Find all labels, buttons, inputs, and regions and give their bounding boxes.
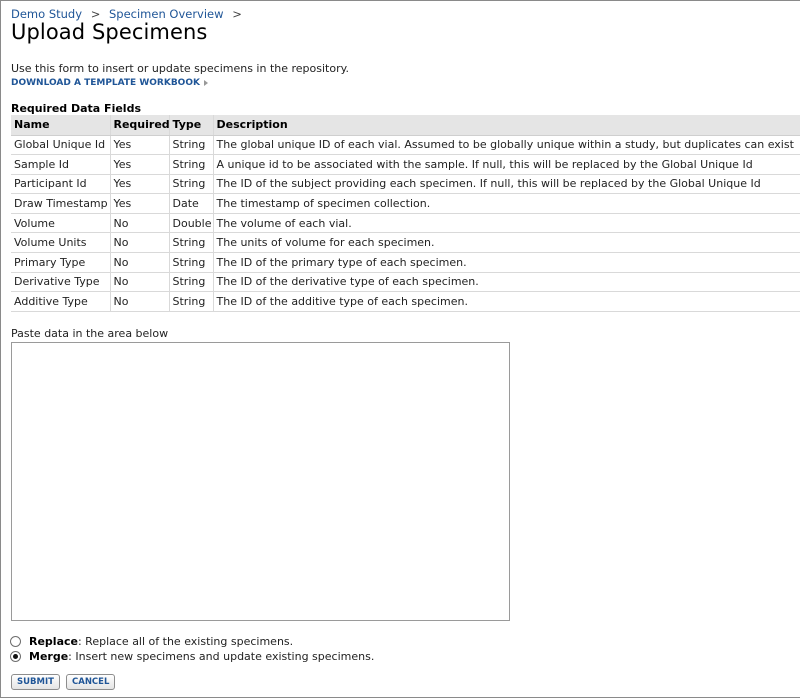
- cell-description: The ID of the additive type of each specimen.: [213, 292, 800, 312]
- arrow-right-icon: [204, 80, 208, 86]
- cell-name: Sample Id: [11, 155, 110, 175]
- intro-text: Use this form to insert or update specimens in the repository.: [11, 62, 350, 75]
- cell-description: The global unique ID of each vial. Assumed to be globally unique within a study, but duplicates can exist: [213, 135, 800, 155]
- table-row: [11, 155, 800, 175]
- cell-name: Volume: [11, 213, 110, 233]
- cell-name: Derivative Type: [11, 272, 110, 292]
- required-fields-title: Required Data Fields: [11, 102, 141, 115]
- cell-type: String: [169, 174, 213, 194]
- table-row: [11, 233, 800, 253]
- cell-type: String: [169, 292, 213, 312]
- paste-data-textarea[interactable]: [11, 342, 510, 621]
- replace-description: : Replace all of the existing specimens.: [77, 635, 294, 648]
- cell-name: Participant Id: [11, 174, 110, 194]
- submit-button[interactable]: SUBMIT: [11, 674, 60, 690]
- table-row: [11, 253, 800, 273]
- merge-radio[interactable]: [10, 651, 21, 662]
- cell-required: Yes: [110, 174, 169, 194]
- cell-name: Volume Units: [11, 233, 110, 253]
- cell-type: String: [169, 155, 213, 175]
- table-row: [11, 174, 800, 194]
- merge-option[interactable]: [10, 650, 374, 663]
- table-row: [11, 292, 800, 312]
- replace-label: Replace: [29, 635, 78, 648]
- cell-required: Yes: [110, 135, 169, 155]
- download-template-link[interactable]: [11, 78, 208, 88]
- paste-area-label: Paste data in the area below: [11, 327, 169, 340]
- merge-option-text: [29, 650, 374, 663]
- cell-required: Yes: [110, 155, 169, 175]
- table-row: [11, 213, 800, 233]
- cell-name: Global Unique Id: [11, 135, 110, 155]
- table-row: [11, 194, 800, 214]
- cell-name: Primary Type: [11, 253, 110, 273]
- cell-required: No: [110, 253, 169, 273]
- cell-description: The units of volume for each specimen.: [213, 233, 800, 253]
- cell-type: Double: [169, 213, 213, 233]
- cell-type: String: [169, 233, 213, 253]
- cell-description: The ID of the primary type of each specimen.: [213, 253, 800, 273]
- page-title: Upload Specimens: [11, 20, 208, 44]
- cell-required: No: [110, 292, 169, 312]
- cell-required: No: [110, 233, 169, 253]
- replace-option[interactable]: [10, 635, 293, 648]
- breadcrumb-link-demo-study[interactable]: Demo Study: [11, 7, 83, 21]
- breadcrumb: [11, 7, 247, 21]
- replace-option-text: [29, 635, 293, 648]
- header-required: Required: [110, 115, 169, 135]
- breadcrumb-separator: >: [232, 7, 242, 21]
- required-fields-table-wrapper: [11, 115, 800, 313]
- cell-description: The ID of the subject providing each specimen. If null, this will be replaced by the Global Unique Id: [213, 174, 800, 194]
- cancel-button[interactable]: CANCEL: [66, 674, 115, 690]
- breadcrumb-link-specimen-overview[interactable]: Specimen Overview: [108, 7, 224, 21]
- cell-description: The ID of the derivative type of each specimen.: [213, 272, 800, 292]
- merge-label: Merge: [29, 650, 69, 663]
- download-template-label: DOWNLOAD A TEMPLATE WORKBOOK: [11, 78, 200, 88]
- breadcrumb-separator: >: [90, 7, 101, 21]
- cell-description: The volume of each vial.: [213, 213, 800, 233]
- cell-type: String: [169, 272, 213, 292]
- cell-type: String: [169, 135, 213, 155]
- cell-type: Date: [169, 194, 213, 214]
- cell-description: A unique id to be associated with the sample. If null, this will be replaced by the Global Unique Id: [213, 155, 800, 175]
- table-header-row: [11, 115, 800, 135]
- cell-name: Draw Timestamp: [11, 194, 110, 214]
- required-fields-table: [11, 115, 800, 312]
- header-type: Type: [169, 115, 213, 135]
- cell-required: No: [110, 213, 169, 233]
- header-name: Name: [11, 115, 110, 135]
- cell-name: Additive Type: [11, 292, 110, 312]
- header-description: Description: [213, 115, 800, 135]
- cell-description: The timestamp of specimen collection.: [213, 194, 800, 214]
- cell-required: No: [110, 272, 169, 292]
- replace-radio[interactable]: [10, 636, 21, 647]
- table-row: [11, 272, 800, 292]
- cell-type: String: [169, 253, 213, 273]
- table-row: [11, 135, 800, 155]
- cell-required: Yes: [110, 194, 169, 214]
- merge-description: : Insert new specimens and update existing specimens.: [68, 650, 375, 663]
